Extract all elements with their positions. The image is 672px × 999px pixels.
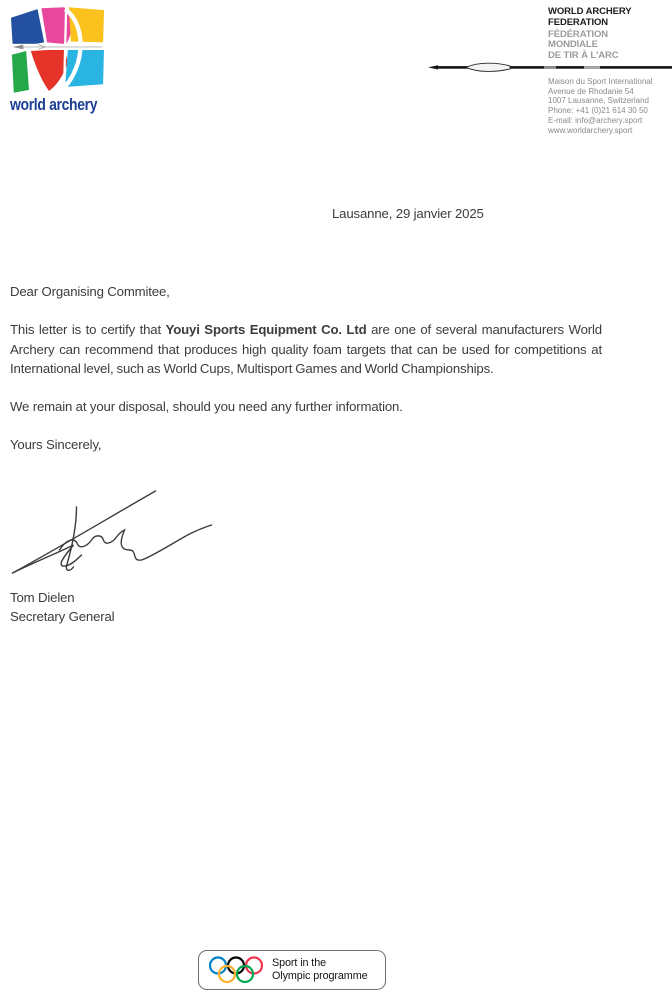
logo-wordmark: world archery (10, 95, 98, 114)
org-name-line: MONDIALE (548, 39, 598, 51)
badge-text (272, 957, 368, 983)
salutation: Dear Organising Commitee, (10, 284, 170, 299)
olympic-rings-icon (209, 955, 263, 985)
olympic-programme-badge (198, 950, 386, 990)
company-name: Youyi Sports Equipment Co. Ltd (165, 322, 367, 338)
org-name-line: WORLD ARCHERY (548, 6, 632, 17)
dateline: Lausanne, 29 janvier 2025 (332, 206, 484, 221)
header-logo-block (10, 7, 130, 115)
letter-body (10, 282, 602, 474)
paragraph-text: This letter is to certify that (10, 322, 166, 338)
signer-title: Secretary General (10, 609, 115, 625)
address-line: Avenue de Rhodanie 54 (548, 86, 634, 96)
address-line: 1007 Lausanne, Switzerland (548, 96, 649, 106)
world-archery-logo-icon (10, 7, 105, 93)
org-name-line: DE TIR À L'ARC (548, 50, 619, 62)
org-name-line: FÉDÉRATION (548, 28, 609, 40)
signature-image (6, 487, 218, 575)
archery-arrow-icon (428, 61, 672, 74)
main-paragraph (10, 320, 602, 378)
org-address (548, 77, 672, 135)
org-name-block (548, 7, 672, 62)
closing: Yours Sincerely, (10, 437, 102, 453)
org-name-en (548, 7, 672, 29)
address-line: Phone: +41 (0)21 614 30 50 (548, 106, 648, 116)
address-line: E-mail: info@archery.sport (548, 115, 643, 125)
org-name-fr (548, 30, 672, 62)
signer-name: Tom Dielen (10, 590, 75, 605)
address-line: www.worldarchery.sport (548, 125, 633, 135)
badge-text-line: Olympic programme (272, 970, 368, 982)
paragraph-text: are one of several manufacturers World Archery can recommend that produces high quality foam targets that can be used for competitions at International level, such as World Cups, Multisport Games and World Championships. (10, 322, 602, 376)
address-line: Maison du Sport International (548, 77, 653, 86)
signer-block (10, 588, 114, 627)
org-name-line: FEDERATION (548, 16, 609, 28)
badge-text-line: Sport in the (272, 957, 327, 970)
second-paragraph: We remain at your disposal, should you need any further information. (10, 399, 403, 415)
